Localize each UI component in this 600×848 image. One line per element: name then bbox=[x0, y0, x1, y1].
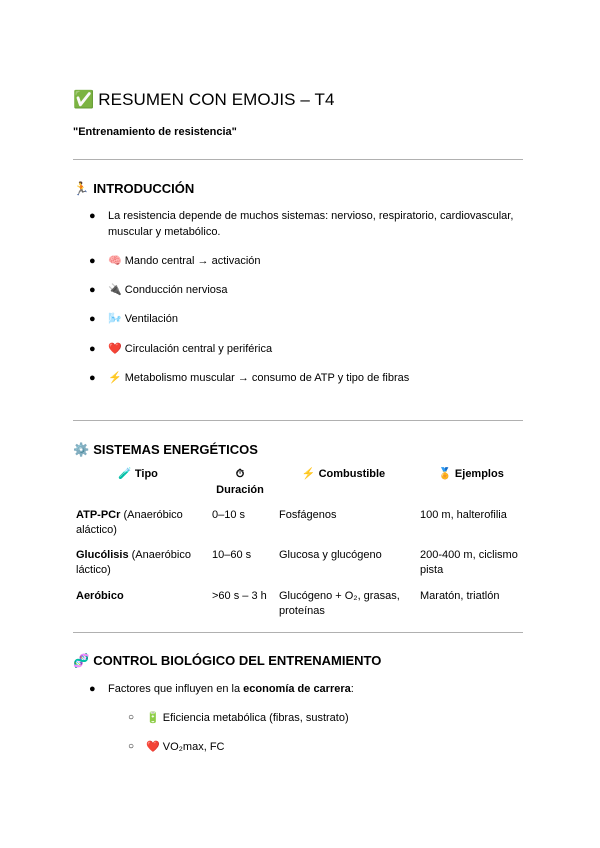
divider bbox=[73, 420, 523, 421]
table-header-text: Combustible bbox=[318, 468, 386, 480]
section-heading-intro bbox=[73, 181, 194, 197]
sub-list-item-content bbox=[146, 710, 349, 726]
plug-icon: 🔌 bbox=[108, 284, 122, 296]
sub-list-item-content bbox=[146, 739, 225, 755]
battery-icon: 🔋 bbox=[146, 712, 160, 724]
sub-list-item-text: VO₂max, FC bbox=[162, 741, 225, 753]
dna-icon: 🧬 bbox=[73, 653, 90, 668]
list-item bbox=[0, 311, 600, 327]
list-item bbox=[0, 341, 600, 357]
section-heading-control bbox=[73, 653, 381, 669]
bullet-dot: ● bbox=[89, 255, 96, 267]
list-item-content bbox=[108, 253, 528, 269]
check-mark-icon: ✅ bbox=[73, 90, 95, 109]
list-item bbox=[0, 253, 600, 269]
page-title bbox=[73, 90, 335, 110]
table-cell-ejemplos: Maratón, triatlón bbox=[420, 590, 500, 602]
section-heading-control-text: CONTROL BIOLÓGICO DEL ENTRENAMIENTO bbox=[93, 653, 382, 668]
heart-icon: ❤️ bbox=[146, 741, 160, 753]
table-cell-duracion: >60 s – 3 h bbox=[212, 590, 267, 602]
bullet-dot: ● bbox=[89, 210, 96, 222]
table-cell-tipo bbox=[76, 508, 201, 538]
table-header-text: Duración bbox=[216, 484, 264, 496]
energy-system-name: Glucólisis bbox=[76, 549, 129, 561]
list-item-content bbox=[108, 681, 528, 697]
wind-icon: 🌬️ bbox=[108, 313, 122, 325]
list-item-content bbox=[108, 282, 528, 298]
list-item bbox=[0, 208, 600, 242]
section-heading-energy-text: SISTEMAS ENERGÉTICOS bbox=[93, 442, 258, 457]
runner-icon: 🏃 bbox=[73, 181, 90, 196]
list-item-text: Mando central → activación bbox=[124, 255, 261, 267]
bullet-dot: ● bbox=[89, 372, 96, 384]
table-cell-combustible: Glucógeno + O₂, grasas, proteínas bbox=[279, 590, 400, 617]
section-heading-energy bbox=[73, 442, 258, 458]
list-item-text: Metabolismo muscular → consumo de ATP y tipo de fibras bbox=[124, 372, 410, 384]
page-title-text: RESUMEN CON EMOJIS – T4 bbox=[98, 90, 335, 109]
emphasized-text: economía de carrera bbox=[243, 683, 351, 695]
list-item bbox=[0, 282, 600, 298]
table-header-text: Ejemplos bbox=[454, 468, 504, 480]
hollow-bullet: ○ bbox=[128, 712, 135, 723]
list-item bbox=[0, 370, 600, 386]
bullet-dot: ● bbox=[89, 313, 96, 325]
list-item-suffix: : bbox=[350, 683, 354, 695]
table-cell-duracion: 10–60 s bbox=[212, 549, 252, 561]
table-cell-ejemplos: 200-400 m, ciclismo pista bbox=[420, 549, 518, 576]
heart-icon: ❤️ bbox=[108, 343, 122, 355]
list-item-text: Ventilación bbox=[124, 313, 178, 325]
table-header-duracion bbox=[205, 466, 275, 498]
table-header-tipo bbox=[73, 466, 203, 482]
energy-system-name: ATP-PCr bbox=[76, 509, 121, 521]
table-header-text: Tipo bbox=[134, 468, 158, 480]
medal-icon: 🏅 bbox=[438, 468, 452, 480]
list-item-text: La resistencia depende de muchos sistemas: nervioso, respiratorio, cardiovascular, muscular y metabólico. bbox=[108, 210, 514, 238]
lightning-icon: ⚡ bbox=[301, 468, 316, 480]
energy-system-detail: (Anaeróbico láctico) bbox=[76, 549, 191, 576]
divider bbox=[73, 159, 523, 160]
sub-list-item bbox=[0, 739, 600, 755]
table-cell-tipo bbox=[76, 589, 201, 604]
list-item-content bbox=[108, 311, 528, 327]
list-item-text: Conducción nerviosa bbox=[124, 284, 228, 296]
lightning-icon: ⚡ bbox=[108, 372, 122, 384]
list-item-text: Circulación central y periférica bbox=[124, 343, 273, 355]
gear-icon: ⚙️ bbox=[73, 442, 90, 457]
list-item-content bbox=[108, 341, 528, 357]
stopwatch-icon: ⏱ bbox=[235, 468, 245, 480]
bullet-dot: ● bbox=[89, 343, 96, 355]
table-cell-combustible: Glucosa y glucógeno bbox=[279, 549, 382, 561]
energy-system-name: Aeróbico bbox=[76, 590, 124, 602]
table-cell-tipo bbox=[76, 548, 201, 578]
document-subtitle: "Entrenamiento de resistencia" bbox=[73, 126, 237, 138]
table-header-combustible bbox=[276, 466, 411, 482]
table-cell-duracion: 0–10 s bbox=[212, 509, 246, 521]
table-header-ejemplos bbox=[417, 466, 525, 482]
table-cell-ejemplos: 100 m, halterofilia bbox=[420, 509, 507, 521]
sub-list-item bbox=[0, 710, 600, 726]
test-tube-icon: 🧪 bbox=[118, 468, 132, 480]
sub-list-item-text: Eficiencia metabólica (fibras, sustrato) bbox=[162, 712, 349, 724]
section-heading-intro-text: INTRODUCCIÓN bbox=[93, 181, 195, 196]
list-item-text: Factores que influyen en la bbox=[108, 683, 244, 695]
bullet-dot: ● bbox=[89, 284, 96, 296]
divider bbox=[73, 632, 523, 633]
bullet-dot: ● bbox=[89, 683, 96, 695]
list-item-content bbox=[108, 370, 528, 386]
brain-icon: 🧠 bbox=[108, 255, 122, 267]
table-cell-combustible: Fosfágenos bbox=[279, 509, 337, 521]
list-item bbox=[0, 681, 600, 697]
hollow-bullet: ○ bbox=[128, 741, 135, 752]
energy-system-detail: (Anaeróbico aláctico) bbox=[76, 509, 183, 536]
